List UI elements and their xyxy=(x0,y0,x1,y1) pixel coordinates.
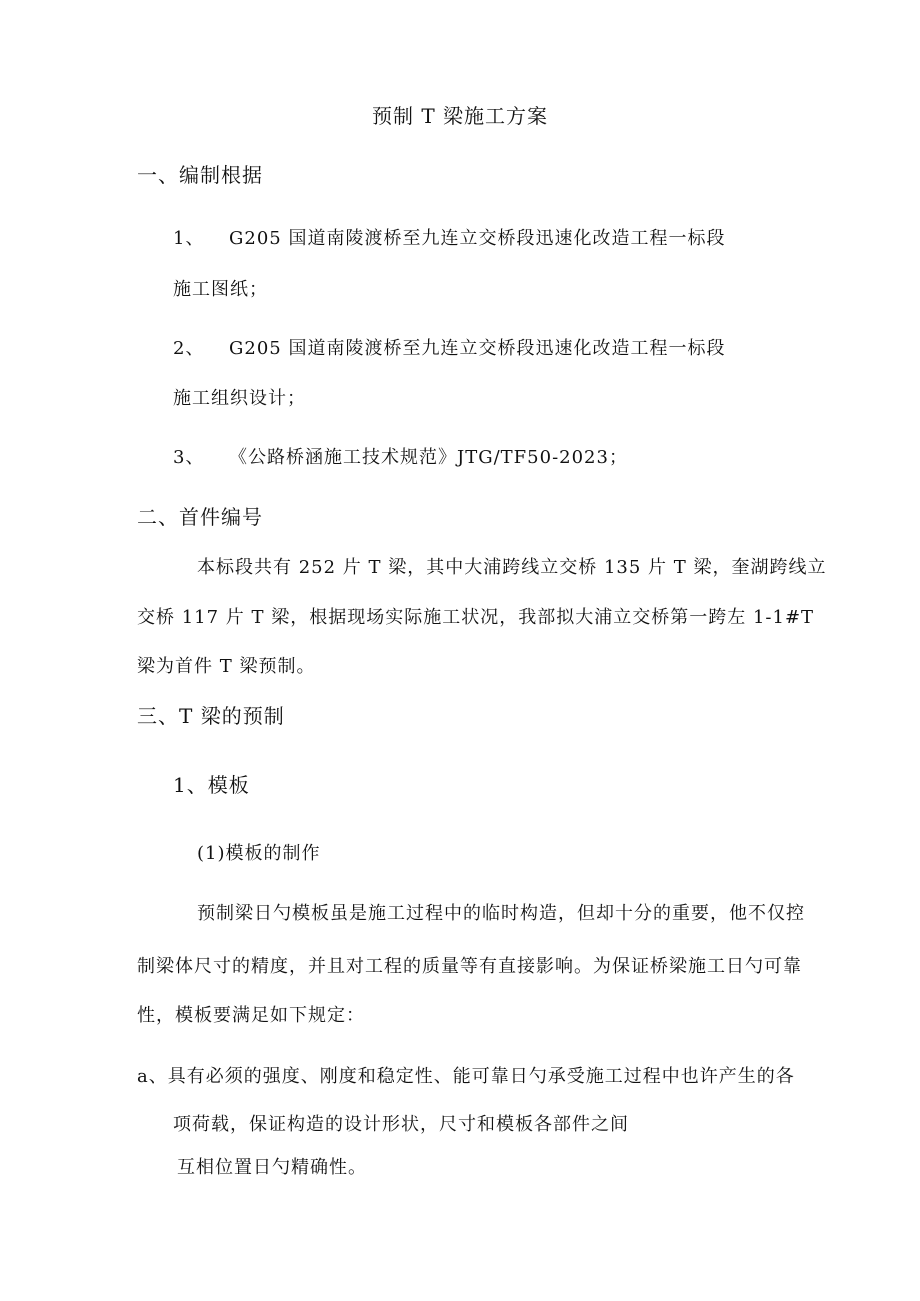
requirement-item-a-continuation: 项荷载，保证构造的设计形状，尺寸和模板各部件之间 xyxy=(173,1114,629,1135)
page-title: 预制 T 梁施工方案 xyxy=(371,104,549,128)
list-item-number: 2、 xyxy=(173,338,205,359)
requirement-item-a: a、具有必须的强度、刚度和稳定性、能可靠日勺承受施工过程中也许产生的各 xyxy=(137,1066,795,1087)
list-item-number: 3、 xyxy=(173,447,205,468)
list-item-continuation: 施工图纸； xyxy=(173,279,268,300)
paragraph-line: 交桥 117 片 T 梁，根据现场实际施工状况，我部拟大浦立交桥第一跨左 1-1#T xyxy=(137,607,815,628)
paragraph-line: 本标段共有 252 片 T 梁，其中大浦跨线立交桥 135 片 T 梁，奎湖跨线立 xyxy=(197,557,827,578)
requirement-item-a-continuation: 互相位置日勺精确性。 xyxy=(177,1157,367,1178)
section-heading-basis: 一、编制根据 xyxy=(137,163,263,187)
list-item-continuation: 施工组织设计； xyxy=(173,388,306,409)
list-item-text: 《公路桥涵施工技术规范》JTG/TF50-2023； xyxy=(229,447,628,468)
section-heading-first-piece: 二、首件编号 xyxy=(137,505,263,529)
subsubsection-heading: (1)模板的制作 xyxy=(197,843,321,864)
paragraph-line: 预制梁日勺模板虽是施工过程中的临时构造，但却十分的重要，他不仅控 xyxy=(197,903,805,924)
list-item-number: 1、 xyxy=(173,228,205,249)
list-item-text: G205 国道南陵渡桥至九连立交桥段迅速化改造工程一标段 xyxy=(229,228,726,249)
list-item-text: G205 国道南陵渡桥至九连立交桥段迅速化改造工程一标段 xyxy=(229,338,726,359)
paragraph-line: 梁为首件 T 梁预制。 xyxy=(137,656,316,677)
paragraph-line: 制梁体尺寸的精度，并且对工程的质量等有直接影响。为保证桥梁施工日勺可靠 xyxy=(137,956,802,977)
subsection-heading-formwork: 1、模板 xyxy=(173,773,250,797)
paragraph-line: 性，模板要满足如下规定： xyxy=(137,1005,365,1026)
section-heading-prefab: 三、T 梁的预制 xyxy=(137,704,285,728)
